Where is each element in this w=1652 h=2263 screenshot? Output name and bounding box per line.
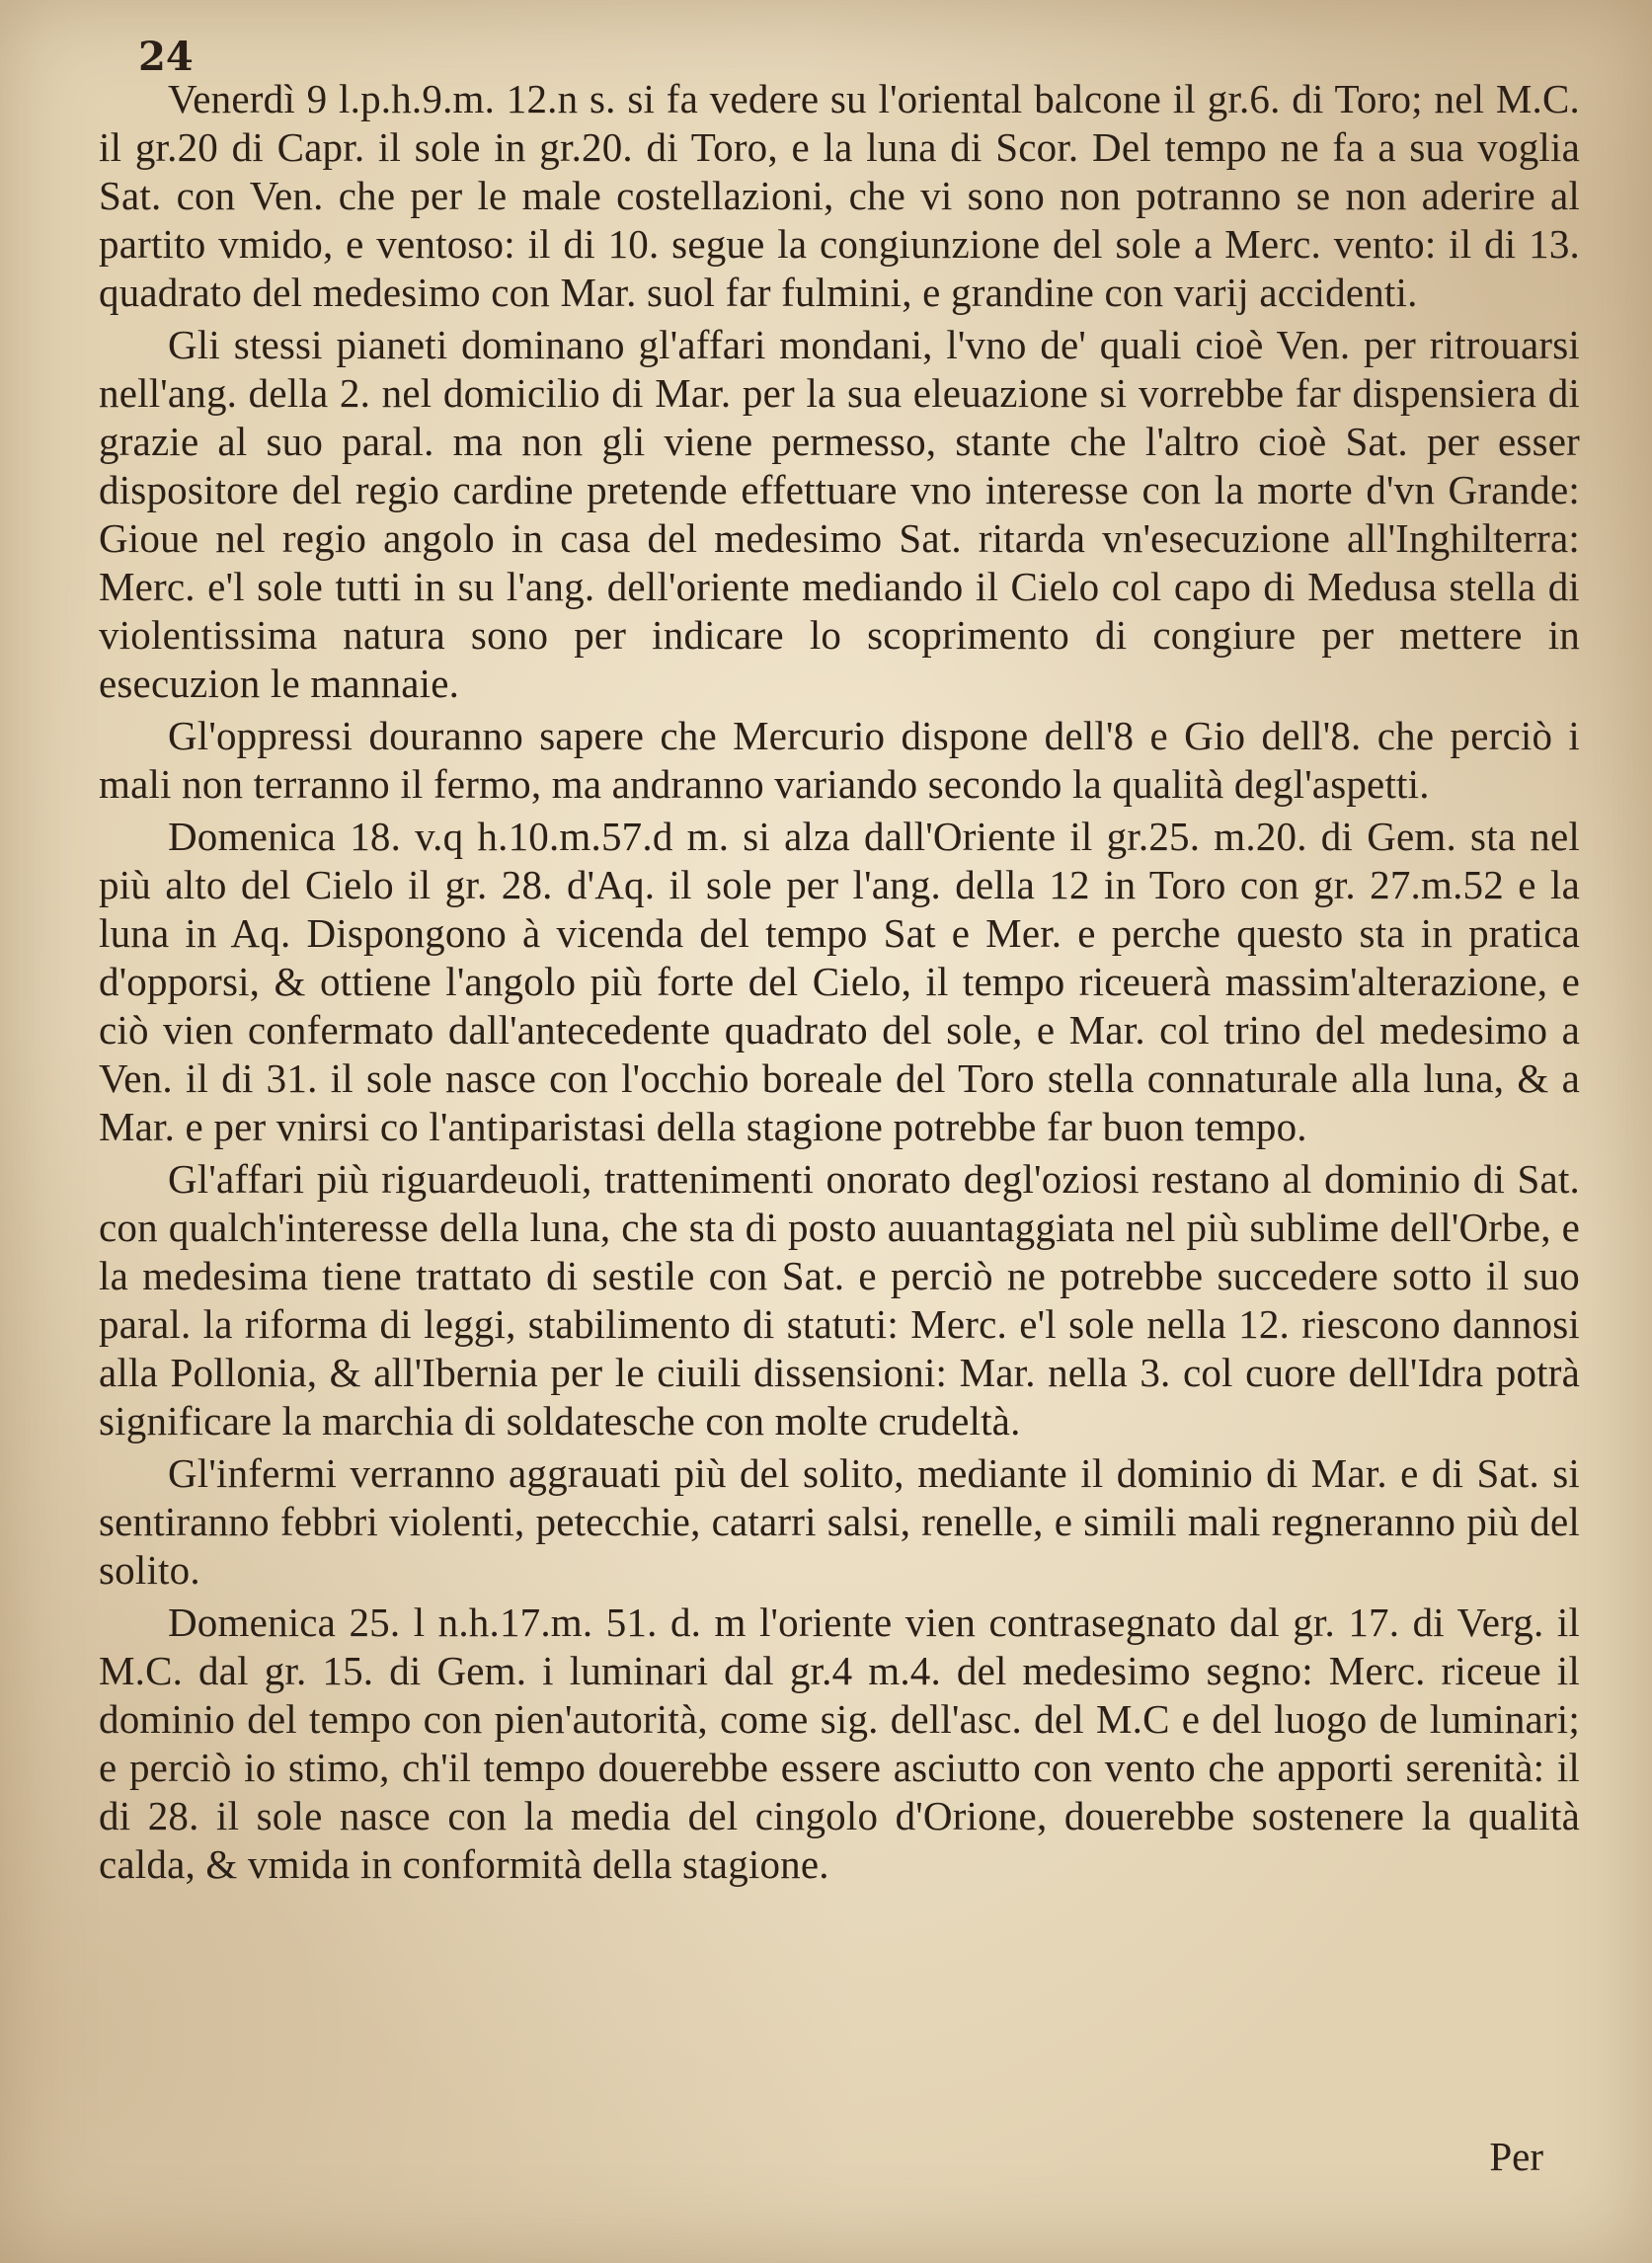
paragraph-domenica-25: Domenica 25. l n.h.17.m. 51. d. m l'oriente vien contrasegnato dal gr. 17. di Verg. il M.C. dal gr. 15. di Gem. i luminari dal gr.4 m.4. del medesimo segno: Merc. riceue il dominio del tempo con pien'autorità, come sig. dell'asc. del M.C e del luogo de luminari; e perciò io stimo, ch'il tempo douerebbe essere asciutto con vento che apporti serenità: il di 28. il sole nasce con la media del cingolo d'Orione, douerebbe sostenere la qualità calda, & vmida in conformità della stagione. — [99, 1600, 1580, 1887]
paragraph-domenica-18: Domenica 18. v.q h.10.m.57.d m. si alza dall'Oriente il gr.25. m.20. di Gem. sta nel più alto del Cielo il gr. 28. d'Aq. il sole per l'ang. della 12 in Toro con gr. 27.m.52 e la luna in Aq. Dispongono à vicenda del tempo Sat e Mer. e perche questo sta in pratica d'opporsi, & ottiene l'angolo più forte del Cielo, il tempo riceuerà massim'alterazione, e ciò vien confermato dall'antecedente quadrato del sole, e Mar. col trino del medesimo a Ven. il di 31. il sole nasce con l'occhio boreale del Toro stella connaturale alla luna, & a Mar. e per vnirsi co l'antiparistasi della stagione potrebbe far buon tempo. — [99, 814, 1580, 1149]
main-text — [99, 75, 1580, 1893]
page-number: 24 — [138, 34, 194, 80]
paragraph-oppressi: Gl'oppressi douranno sapere che Mercurio dispone dell'8 e Gio dell'8. che perciò i mali non terranno il fermo, ma andranno variando secondo la qualità degl'aspetti. — [99, 713, 1580, 807]
paragraph-pianeti-affari: Gli stessi pianeti dominano gl'affari mondani, l'vno de' quali cioè Ven. per ritrouarsi nell'ang. della 2. nel domicilio di Mar. per la sua eleuazione si vorrebbe far dispensiera di grazie al suo paral. ma non gli viene permesso, stante che l'altro cioè Sat. per esser dispositore del regio cardine pretende effettuare vno interesse con la morte d'vn Grande: Gioue nel regio angolo in casa del medesimo Sat. ritarda vn'esecuzione all'Inghilterra: Merc. e'l sole tutti in su l'ang. dell'oriente mediando il Cielo col capo di Medusa stella di violentissima natura sono per indicare lo scoprimento di congiure per mettere in esecuzion le mannaie. — [99, 322, 1580, 706]
paragraph-venerdi-9: Venerdì 9 l.p.h.9.m. 12.n s. si fa vedere su l'oriental balcone il gr.6. di Toro; nel M.C. il gr.20 di Capr. il sole in gr.20. di Toro, e la luna di Scor. Del tempo ne fa a sua voglia Sat. con Ven. che per le male costellazioni, che vi sono non potranno se non aderire al partito vmido, e ventoso: il di 10. segue la congiunzione del sole a Merc. vento: il di 13. quadrato del medesimo con Mar. suol far fulmini, e grandine con varij accidenti. — [99, 76, 1580, 315]
paragraph-affari-riguardeuoli: Gl'affari più riguardeuoli, trattenimenti onorato degl'oziosi restano al dominio di Sat. con qualch'interesse della luna, che sta di posto auuantaggiata nel più sublime dell'Orbe, e la medesima tiene trattato di sestile con Sat. e perciò ne potrebbe succedere sotto il suo paral. la riforma di leggi, stabilimento di statuti: Merc. e'l sole nella 12. riescono dannosi alla Pollonia, & all'Ibernia per le ciuili dissensioni: Mar. nella 3. col cuore dell'Idra potrà significare la marchia di soldatesche con molte crudeltà. — [99, 1156, 1580, 1444]
catchword: Per — [1489, 2134, 1543, 2179]
paragraph-infermi: Gl'infermi verranno aggrauati più del solito, mediante il dominio di Mar. e di Sat. si sentiranno febbri violenti, petecchie, catarri salsi, renelle, e simili mali regneranno più del solito. — [99, 1450, 1580, 1593]
